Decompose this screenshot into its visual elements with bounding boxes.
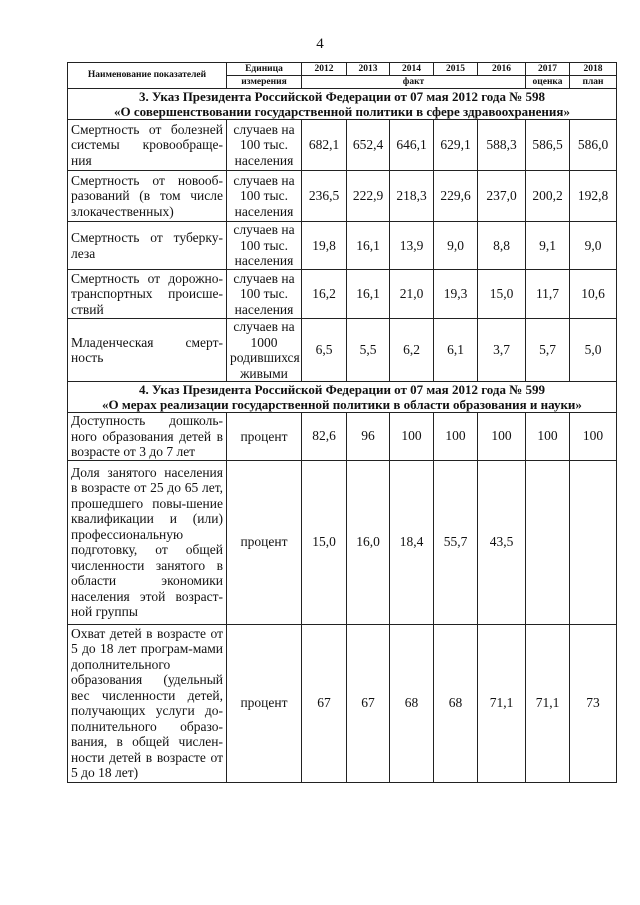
indicator-value: 6,1 [434,319,478,382]
indicator-value: 629,1 [434,120,478,171]
indicator-value: 200,2 [526,171,570,222]
indicator-value: 16,1 [347,222,390,270]
header-year: 2013 [347,63,390,76]
indicator-value: 192,8 [570,171,617,222]
section-header [68,382,617,413]
indicator-value: 10,6 [570,270,617,319]
indicator-value: 71,1 [526,624,570,782]
indicator-name: Доля занятого населения в возрасте от 25 до 65 лет, прошедшего повы-шение квалификации и (или) профессиональную подготовку, от общей численности занятого в области экономики населения этой возраст-ной группы [68,460,227,624]
indicator-value: 6,5 [302,319,347,382]
header-plan: план [570,76,617,89]
header-fact: факт [302,76,526,89]
indicator-value: 100 [526,413,570,461]
section-title [68,89,617,120]
table-row [68,270,617,319]
indicator-value: 67 [302,624,347,782]
indicator-value: 586,5 [526,120,570,171]
header-estimate: оценка [526,76,570,89]
indicator-unit: случаев на 100 тыс. населения [227,222,302,270]
indicator-value [526,460,570,624]
indicator-value: 237,0 [478,171,526,222]
indicator-value: 68 [434,624,478,782]
section-title [68,382,617,413]
indicator-value: 16,1 [347,270,390,319]
indicator-value: 100 [570,413,617,461]
indicator-name: Смертность от дорожно-транспортных происше-ствий [68,270,227,319]
indicators-table [67,62,617,783]
indicator-value: 15,0 [478,270,526,319]
header-year: 2015 [434,63,478,76]
indicator-name: Доступность дошколь-ного образования детей в возрасте от 3 до 7 лет [68,413,227,461]
indicator-unit: случаев на 100 тыс. населения [227,171,302,222]
indicator-name: Охват детей в возрасте от 5 до 18 лет програм-мами дополнительного образования (удельный вес численности детей, получающих услуги до-полнительного образо-вания, в общей числен-ности детей в возрасте от 5 до 18 лет) [68,624,227,782]
indicator-value: 43,5 [478,460,526,624]
indicator-value: 100 [434,413,478,461]
section-header [68,89,617,120]
indicator-unit: случаев на 1000 родившихся живыми [227,319,302,382]
section-title-line2: «О совершенствовании государственной политики в сфере здравоохранения» [114,104,570,119]
indicator-value: 218,3 [390,171,434,222]
indicator-value: 100 [390,413,434,461]
indicator-value: 16,2 [302,270,347,319]
indicator-value: 16,0 [347,460,390,624]
indicator-value: 646,1 [390,120,434,171]
indicator-value: 67 [347,624,390,782]
header-year: 2017 [526,63,570,76]
indicator-value: 9,1 [526,222,570,270]
indicator-value: 5,5 [347,319,390,382]
indicator-value: 21,0 [390,270,434,319]
table-row [68,222,617,270]
header-unit-2: измерения [227,76,302,89]
indicator-value: 19,3 [434,270,478,319]
indicator-value: 9,0 [434,222,478,270]
header-year: 2016 [478,63,526,76]
indicator-value: 19,8 [302,222,347,270]
indicator-unit: процент [227,460,302,624]
indicator-value: 588,3 [478,120,526,171]
indicator-value: 11,7 [526,270,570,319]
table-row [68,171,617,222]
indicator-value: 236,5 [302,171,347,222]
indicator-name: Смертность от туберку-леза [68,222,227,270]
indicator-value: 100 [478,413,526,461]
indicator-value: 5,0 [570,319,617,382]
table-row [68,120,617,171]
indicator-value: 586,0 [570,120,617,171]
indicator-value: 15,0 [302,460,347,624]
page-number: 4 [316,36,324,52]
indicator-value: 682,1 [302,120,347,171]
header-year: 2018 [570,63,617,76]
indicator-value: 229,6 [434,171,478,222]
indicator-value: 71,1 [478,624,526,782]
indicator-unit: процент [227,413,302,461]
header-name: Наименование показателей [68,63,227,89]
indicator-unit: случаев на 100 тыс. населения [227,270,302,319]
indicator-unit: процент [227,624,302,782]
indicator-value: 82,6 [302,413,347,461]
section-title-line1: 4. Указ Президента Российской Федерации от 07 мая 2012 года № 599 [138,382,546,397]
indicator-value: 6,2 [390,319,434,382]
indicator-value [570,460,617,624]
indicator-value: 18,4 [390,460,434,624]
indicator-unit: случаев на 100 тыс. населения [227,120,302,171]
indicator-value: 222,9 [347,171,390,222]
indicator-value: 652,4 [347,120,390,171]
table-row [68,460,617,624]
indicator-value: 3,7 [478,319,526,382]
header-year: 2014 [390,63,434,76]
header-unit-1: Единица [227,63,302,76]
header-year: 2012 [302,63,347,76]
indicator-value: 96 [347,413,390,461]
header-row-years [68,63,617,76]
indicator-value: 8,8 [478,222,526,270]
table-row [68,624,617,782]
indicator-name: Младенческая смерт-ность [68,319,227,382]
indicator-value: 5,7 [526,319,570,382]
indicator-value: 55,7 [434,460,478,624]
table-row [68,413,617,461]
indicator-name: Смертность от болезней системы кровообраще-ния [68,120,227,171]
table-row [68,319,617,382]
section-title-line2: «О мерах реализации государственной политики в области образования и науки» [102,397,582,412]
indicator-value: 9,0 [570,222,617,270]
indicator-value: 13,9 [390,222,434,270]
section-title-line1: 3. Указ Президента Российской Федерации от 07 мая 2012 года № 598 [138,89,546,104]
indicator-value: 73 [570,624,617,782]
indicator-name: Смертность от новооб-разований (в том числе злокачественных) [68,171,227,222]
indicator-value: 68 [390,624,434,782]
